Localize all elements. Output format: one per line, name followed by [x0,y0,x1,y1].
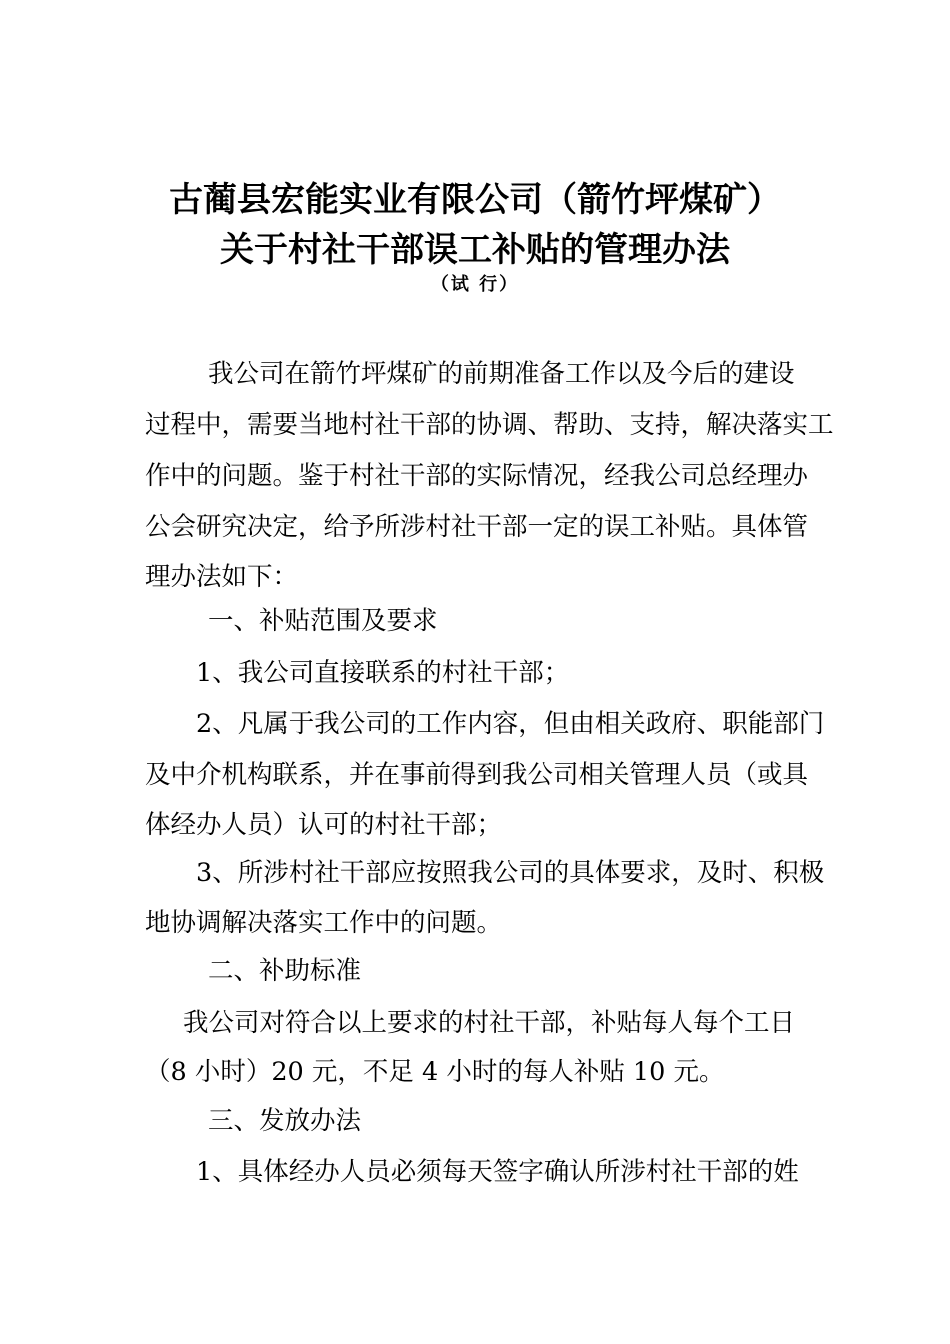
body-line: 地协调解决落实工作中的问题。 [145,908,503,938]
body-line: 过程中，需要当地村社干部的协调、帮助、支持，解决落实工 [145,410,834,440]
section-heading: 二、补助标准 [208,956,362,986]
body-line: 及中介机构联系，并在事前得到我公司相关管理人员（或具 [145,760,809,790]
body-line: 作中的问题。鉴于村社干部的实际情况，经我公司总经理办 [145,461,809,491]
body-line: 我公司在箭竹坪煤矿的前期准备工作以及今后的建设 [208,359,795,389]
section-heading: 三、发放办法 [208,1106,362,1136]
document-title-line-2: 关于村社干部误工补贴的管理办法 [220,230,730,270]
body-line: （8 小时）20 元，不足 4 小时的每人补贴 10 元。 [145,1057,725,1087]
list-item: 2、凡属于我公司的工作内容，但由相关政府、职能部门 [196,709,825,739]
list-item: 3、所涉村社干部应按照我公司的具体要求，及时、积极 [196,858,825,888]
body-line: 理办法如下： [145,562,299,592]
document-subtitle: （试 行） [430,274,520,295]
body-line: 体经办人员）认可的村社干部； [145,810,503,840]
list-item: 1、我公司直接联系的村社干部； [196,658,570,688]
body-line: 我公司对符合以上要求的村社干部，补贴每人每个工日 [183,1008,796,1038]
document-title-line-1: 古蔺县宏能实业有限公司（箭竹坪煤矿） [169,180,781,220]
section-heading: 一、补贴范围及要求 [208,606,438,636]
body-line: 公会研究决定，给予所涉村社干部一定的误工补贴。具体管 [145,512,809,542]
list-item: 1、具体经办人员必须每天签字确认所涉村社干部的姓 [196,1157,799,1187]
